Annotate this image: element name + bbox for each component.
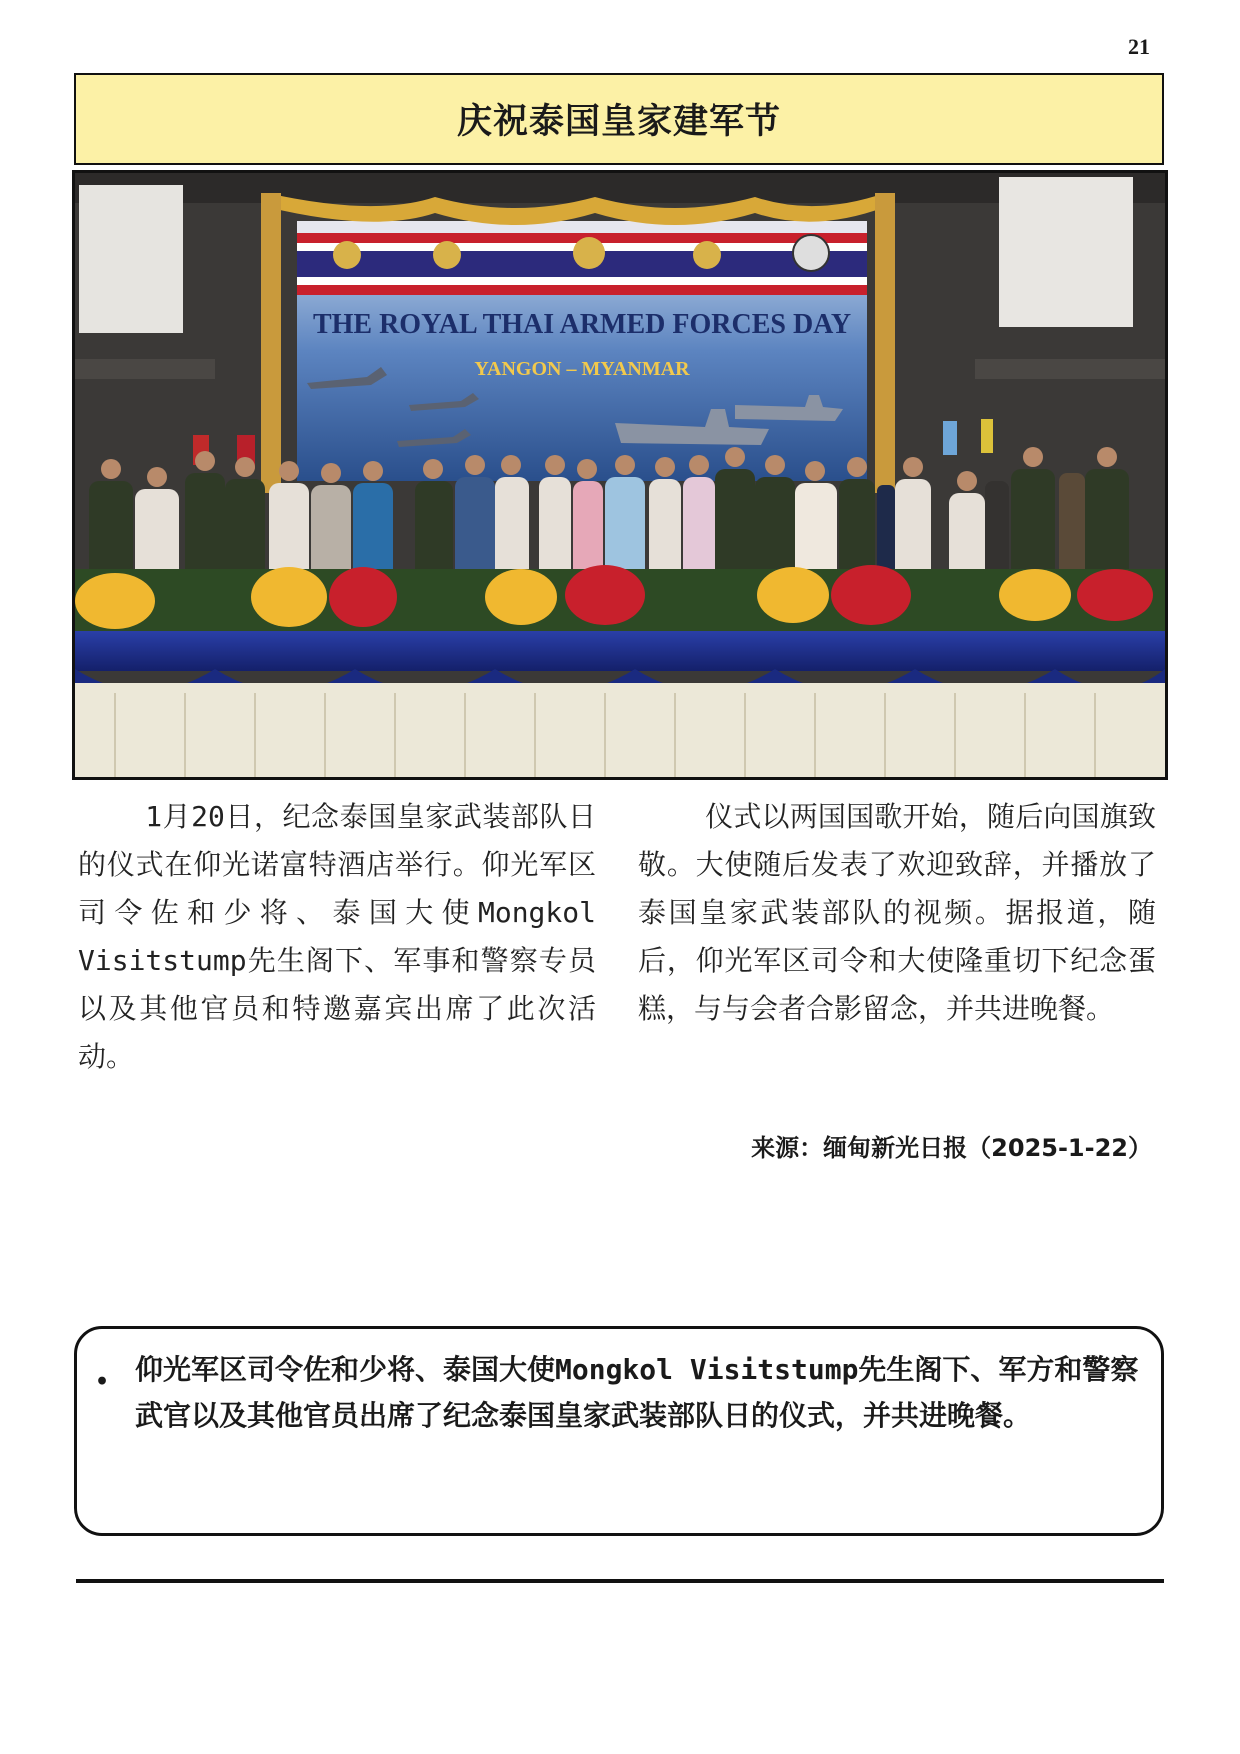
bottom-divider	[76, 1579, 1164, 1583]
title-banner	[74, 73, 1164, 165]
page-title: 庆祝泰国皇家建军节	[456, 102, 781, 142]
banner-subtitle: YANGON – MYANMAR	[474, 358, 690, 380]
left-screen	[79, 185, 183, 333]
navy-emblem	[433, 241, 461, 269]
army-emblem	[333, 241, 361, 269]
supreme-command-emblem	[573, 237, 605, 269]
bullet-icon: •	[95, 1369, 110, 1395]
right-screen	[999, 177, 1133, 327]
news-source: 来源：缅甸新光日报（2025-1-22）	[751, 1134, 1152, 1162]
page-number: 21	[1128, 34, 1150, 59]
summary-text: 仰光军区司令佐和少将、泰国大使Mongkol Visitstump先生阁下、军方和警察武官以及其他官员出席了纪念泰国皇家武装部队日的仪式，并共进晚餐。	[135, 1353, 1139, 1432]
article-paragraph-left: 1月20日，纪念泰国皇家武装部队日的仪式在仰光诺富特酒店举行。仰光军区司令佐和少将、泰国大使Mongkol Visitstump先生阁下、军事和警察专员以及其他官员和特邀嘉宾出席了此次活动。	[78, 800, 596, 1073]
banner-title: THE ROYAL THAI ARMED FORCES DAY	[312, 309, 852, 340]
article-paragraph-right: 仪式以两国国歌开始，随后向国旗致敬。大使随后发表了欢迎致辞，并播放了泰国皇家武装部队的视频。据报道，随后，仰光军区司令和大使隆重切下纪念蛋糕，与与会者合影留念，并共进晚餐。	[638, 800, 1156, 1025]
event-photo	[72, 170, 1168, 780]
air-force-emblem	[693, 241, 721, 269]
summary-box	[74, 1326, 1164, 1536]
police-emblem	[793, 235, 829, 271]
